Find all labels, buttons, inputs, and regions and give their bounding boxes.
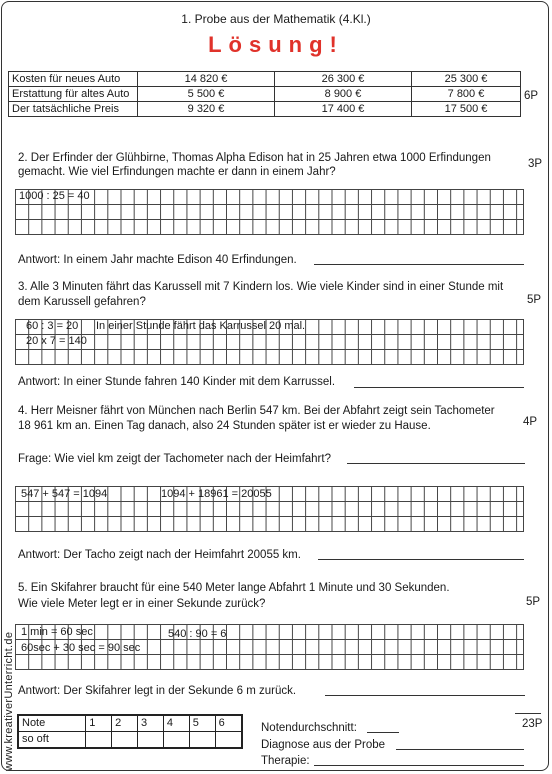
therapy-label: Therapie: bbox=[261, 755, 310, 767]
cell-value: 17 500 € bbox=[412, 102, 521, 117]
average-label: Notendurchschnitt: bbox=[261, 722, 357, 734]
points-task2: 3P bbox=[528, 158, 543, 170]
task4-question: Frage: Wie viel km zeigt der Tachometer nach der Heimfahrt? bbox=[18, 453, 331, 465]
total-points-line bbox=[515, 713, 541, 714]
task2-grid bbox=[15, 189, 524, 235]
grade-table bbox=[17, 714, 243, 749]
cell-value: 17 400 € bbox=[275, 102, 412, 117]
cell-value: 25 300 € bbox=[412, 72, 521, 87]
task4-answer: Antwort: Der Tacho zeigt nach der Heimfahrt 20055 km. bbox=[18, 549, 301, 561]
solution-heading: Lösung! bbox=[208, 32, 344, 57]
cost-table bbox=[8, 71, 521, 117]
total-points: 23P bbox=[522, 718, 543, 730]
cell-value: 5 500 € bbox=[138, 87, 275, 102]
task4-text-line2: 18 961 km an. Einen Tag danach, also 24 Stunden später ist er wieder zu Hause. bbox=[18, 420, 431, 432]
task5-text-line1: 5. Ein Skifahrer braucht für eine 540 Meter lange Abfahrt 1 Minute und 30 Sekunden. bbox=[18, 582, 450, 594]
row-label: Erstattung für altes Auto bbox=[9, 87, 138, 102]
row-label: Der tatsächliche Preis bbox=[9, 102, 138, 117]
grade-value: 2 bbox=[112, 715, 138, 732]
answer-line bbox=[318, 559, 524, 560]
table-row bbox=[18, 732, 242, 749]
task5-answer: Antwort: Der Skifahrer legt in der Sekunde 6 m zurück. bbox=[18, 685, 297, 697]
grade-value: 3 bbox=[138, 715, 164, 732]
task5-calculation: 1 min = 60 sec bbox=[21, 626, 93, 638]
grade-value: 6 bbox=[215, 715, 242, 732]
diagnosis-label: Diagnose aus der Probe bbox=[261, 739, 386, 751]
count-cell bbox=[163, 732, 189, 749]
task3-calculation: 20 x 7 = 140 bbox=[26, 335, 87, 347]
table-row bbox=[18, 715, 242, 732]
count-label: so oft bbox=[18, 732, 86, 749]
count-cell bbox=[112, 732, 138, 749]
grade-label: Note bbox=[18, 715, 86, 732]
grade-value: 5 bbox=[189, 715, 215, 732]
answer-line bbox=[354, 387, 524, 388]
question-line bbox=[347, 463, 525, 464]
task2-calculation: 1000 : 25 = 40 bbox=[19, 190, 90, 202]
task2-text-line1: 2. Der Erfinder der Glühbirne, Thomas Alpha Edison hat in 25 Jahren etwa 1000 Erfindungen bbox=[18, 152, 491, 164]
task3-text-line1: 3. Alle 3 Minuten fährt das Karussell mit 7 Kindern los. Wie viele Kinder sind in einer Stunde mit bbox=[18, 281, 504, 293]
task5-text-line2: Wie viele Meter legt er in einer Sekunde zurück? bbox=[18, 598, 266, 610]
row-label: Kosten für neues Auto bbox=[9, 72, 138, 87]
task3-text-line2: dem Karussell gefahren? bbox=[18, 296, 146, 308]
average-line bbox=[367, 732, 399, 733]
answer-line bbox=[314, 264, 524, 265]
task4-calculation: 547 + 547 = 1094 bbox=[21, 488, 108, 500]
cell-value: 7 800 € bbox=[412, 87, 521, 102]
therapy-line bbox=[314, 765, 524, 766]
diagnosis-line bbox=[396, 749, 524, 750]
task5-calculation: 540 : 90 = 6 bbox=[168, 628, 227, 640]
task2-answer: Antwort: In einem Jahr machte Edison 40 Erfindungen. bbox=[18, 254, 297, 266]
points-task5: 5P bbox=[526, 596, 541, 608]
points-task4: 4P bbox=[523, 416, 538, 428]
points-task3: 5P bbox=[527, 294, 542, 306]
page-title: 1. Probe aus der Mathematik (4.Kl.) bbox=[181, 12, 371, 26]
cell-value: 8 900 € bbox=[275, 87, 412, 102]
task3-calculation-text: In einer Stunde fährt das Karrussel 20 mal. bbox=[96, 320, 306, 332]
count-cell bbox=[86, 732, 112, 749]
task4-calculation: 1094 + 18961 = 20055 bbox=[161, 488, 272, 500]
table-row bbox=[9, 72, 521, 87]
answer-line bbox=[325, 695, 525, 696]
task2-text-line2: gemacht. Wie viel Erfindungen machte er dann in einem Jahr? bbox=[18, 166, 336, 178]
task3-calculation: 60 : 3 = 20 bbox=[26, 320, 79, 332]
task5-calculation: 60sec + 30 sec = 90 sec bbox=[21, 642, 141, 654]
table-row bbox=[9, 87, 521, 102]
count-cell bbox=[215, 732, 242, 749]
task3-answer: Antwort: In einer Stunde fahren 140 Kinder mit dem Karrussel. bbox=[18, 376, 336, 388]
points-task1: 6P bbox=[524, 90, 539, 102]
grade-value: 1 bbox=[86, 715, 112, 732]
cell-value: 26 300 € bbox=[275, 72, 412, 87]
side-website-text: www.kreativerUnterricht.de bbox=[3, 631, 15, 771]
cell-value: 9 320 € bbox=[138, 102, 275, 117]
table-row bbox=[9, 102, 521, 117]
count-cell bbox=[189, 732, 215, 749]
cell-value: 14 820 € bbox=[138, 72, 275, 87]
grade-value: 4 bbox=[163, 715, 189, 732]
count-cell bbox=[138, 732, 164, 749]
task4-text-line1: 4. Herr Meisner fährt von München nach Berlin 547 km. Bei der Abfahrt zeigt sein Tachometer bbox=[18, 405, 495, 417]
